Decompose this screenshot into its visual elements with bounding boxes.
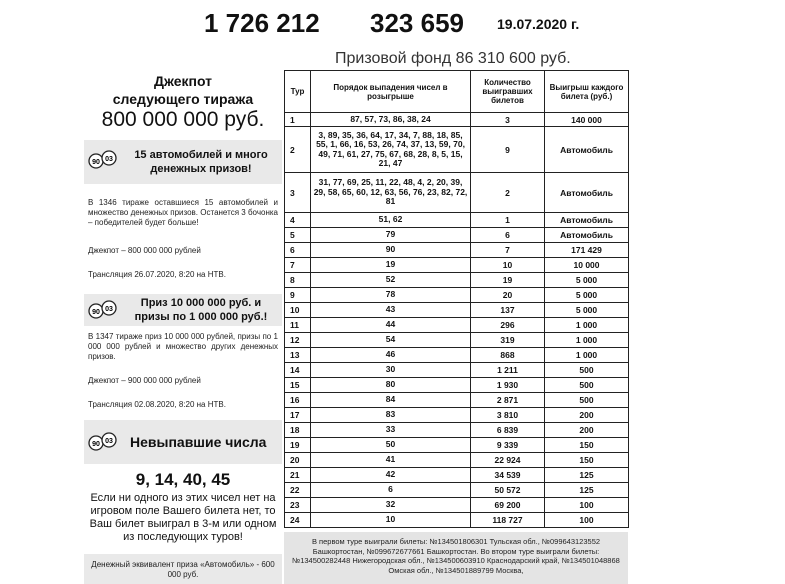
count-cell: 50 572 [471,483,545,498]
lotto-barrels-icon [88,148,118,170]
table-row [285,438,629,453]
svg-text:03: 03 [105,438,113,445]
table-row [285,513,629,528]
unfallen-panel [84,464,282,554]
count-cell: 20 [471,288,545,303]
prize-cell: 5 000 [545,288,629,303]
prize-cell: 5 000 [545,273,629,288]
prize-cell: 171 429 [545,243,629,258]
count-cell: 118 727 [471,513,545,528]
prize-cell: 1 000 [545,318,629,333]
numbers-cell: 6 [311,483,471,498]
table-row [285,258,629,273]
numbers-cell: 31, 77, 69, 25, 11, 22, 48, 4, 2, 20, 39, 29, 58, 65, 60, 12, 63, 56, 76, 23, 82, 72, 81 [311,173,471,213]
prize-cell: 150 [545,453,629,468]
svg-text:03: 03 [105,306,113,313]
tour-cell: 2 [285,127,311,173]
promo-cash-broadcast: Трансляция 02.08.2020, 8:20 на НТВ. [88,400,226,409]
svg-text:90: 90 [92,441,100,448]
unfallen-title: Невыпавшие числа [130,434,267,450]
table-row [285,288,629,303]
numbers-cell: 32 [311,498,471,513]
results-body [285,113,629,528]
numbers-cell: 42 [311,468,471,483]
table-row [285,228,629,243]
tour-cell: 18 [285,423,311,438]
count-cell: 3 [471,113,545,127]
tour-cell: 5 [285,228,311,243]
winning-tickets: 323 659 [370,8,464,38]
count-cell: 9 339 [471,438,545,453]
tour-cell: 12 [285,333,311,348]
promo-cash-body: В 1347 тираже приз 10 000 000 рублей, призы по 1 000 000 рублей и множество других денежных призов. [88,332,278,361]
table-row [285,408,629,423]
numbers-cell: 87, 57, 73, 86, 38, 24 [311,113,471,127]
numbers-cell: 90 [311,243,471,258]
table-row [285,303,629,318]
numbers-cell: 83 [311,408,471,423]
header [80,0,640,44]
count-cell: 1 930 [471,378,545,393]
count-cell: 6 839 [471,423,545,438]
count-cell: 296 [471,318,545,333]
winners-footer: В первом туре выиграли билеты: №134501806301 Тульская обл., №099643123552 Башкортостан, №099672677661 Башкортостан. Во втором туре выиграли билеты: №134500282448 Нижегородская обл., №134500603910 Краснодарский край, №134501048868 Омская обл., №134501889799 Москва, [284,532,628,584]
numbers-cell: 52 [311,273,471,288]
prize-cell: 1 000 [545,348,629,363]
tour-cell: 11 [285,318,311,333]
col-header-tour: Тур [285,71,311,113]
promo-cash-jackpot: Джекпот – 900 000 000 рублей [88,376,201,385]
promo-cash-details [84,326,282,420]
tour-cell: 16 [285,393,311,408]
unfallen-numbers: 9, 14, 40, 45 [135,470,231,489]
prize-cell: 140 000 [545,113,629,127]
unfallen-note: Если ни одного из этих чисел нет на игровом поле Вашего билета нет, то Ваш билет выиграл в 3-м или одном из последующих туров! [89,492,277,543]
tour-cell: 8 [285,273,311,288]
count-cell: 7 [471,243,545,258]
prize-cell: Автомобиль [545,127,629,173]
prize-cell: 500 [545,363,629,378]
numbers-cell: 84 [311,393,471,408]
count-cell: 9 [471,127,545,173]
svg-text:03: 03 [105,156,113,163]
prize-cell: 500 [545,378,629,393]
prize-cell: Автомобиль [545,173,629,213]
tour-cell: 22 [285,483,311,498]
tour-cell: 14 [285,363,311,378]
table-row [285,333,629,348]
tour-cell: 9 [285,288,311,303]
col-header-numbers: Порядок выпадения чисел в розыгрыше [311,71,471,113]
count-cell: 3 810 [471,408,545,423]
tour-cell: 10 [285,303,311,318]
numbers-cell: 50 [311,438,471,453]
table-row [285,127,629,173]
numbers-cell: 51, 62 [311,213,471,228]
prize-cell: 5 000 [545,303,629,318]
promo-cars-jackpot: Джекпот – 800 000 000 рублей [88,246,201,255]
numbers-cell: 30 [311,363,471,378]
numbers-cell: 33 [311,423,471,438]
numbers-cell: 44 [311,318,471,333]
jackpot-subtitle: следующего тиража [112,91,254,107]
count-cell: 319 [471,333,545,348]
table-row [285,393,629,408]
tour-cell: 23 [285,498,311,513]
table-row [285,363,629,378]
count-cell: 6 [471,228,545,243]
count-cell: 22 924 [471,453,545,468]
table-row [285,318,629,333]
table-row [285,348,629,363]
jackpot-amount: 800 000 000 руб. [101,108,265,131]
tour-cell: 3 [285,173,311,213]
prize-cell: Автомобиль [545,213,629,228]
table-row [285,423,629,438]
table-row [285,378,629,393]
prize-cell: 200 [545,423,629,438]
count-cell: 1 [471,213,545,228]
count-cell: 69 200 [471,498,545,513]
table-row [285,113,629,127]
count-cell: 19 [471,273,545,288]
numbers-cell: 46 [311,348,471,363]
promo-cars-details [84,184,282,294]
lotto-barrels-icon [88,298,118,320]
prize-cell: 200 [545,408,629,423]
tour-cell: 1 [285,113,311,127]
count-cell: 2 871 [471,393,545,408]
prize-cell: Автомобиль [545,228,629,243]
prize-cell: 100 [545,498,629,513]
prize-cell: 125 [545,483,629,498]
tour-cell: 19 [285,438,311,453]
svg-text:90: 90 [92,309,100,316]
prize-fund: Призовой фонд 86 310 600 руб. [335,50,571,67]
prize-cell: 125 [545,468,629,483]
draw-date: 19.07.2020 г. [497,16,580,32]
table-row [285,243,629,258]
promo-cars [84,142,282,182]
left-sidebar [84,70,282,584]
numbers-cell: 43 [311,303,471,318]
numbers-cell: 79 [311,228,471,243]
promo-cash-title: Приз 10 000 000 руб. и призы по 1 000 000 руб.! [134,297,268,323]
tour-cell: 24 [285,513,311,528]
promo-cars-body: В 1346 тираже оставшиеся 15 автомобилей и множество денежных призов. Останется 3 бочонка – победителей будет больше! [88,198,278,227]
col-header-prize: Выигрыш каждого билета (руб.) [545,71,629,113]
numbers-cell: 54 [311,333,471,348]
lotto-barrels-icon [88,430,118,452]
jackpot-title: Джекпот [153,73,213,89]
tour-cell: 17 [285,408,311,423]
numbers-cell: 10 [311,513,471,528]
table-row [285,273,629,288]
table-row [285,213,629,228]
numbers-cell: 80 [311,378,471,393]
promo-cars-broadcast: Трансляция 26.07.2020, 8:20 на НТВ. [88,270,226,279]
numbers-cell: 3, 89, 35, 36, 64, 17, 34, 7, 88, 18, 85, 55, 1, 66, 16, 53, 26, 74, 37, 13, 59, 70, 49, 71, 61, 27, 75, 67, 68, 28, 8, 5, 15, 21, 47 [311,127,471,173]
svg-text:90: 90 [92,159,100,166]
count-cell: 34 539 [471,468,545,483]
col-header-count: Количество выигравших билетов [471,71,545,113]
prize-cell: 150 [545,438,629,453]
count-cell: 137 [471,303,545,318]
tour-cell: 7 [285,258,311,273]
total-tickets: 1 726 212 [204,8,320,38]
prize-cell: 100 [545,513,629,528]
count-cell: 10 [471,258,545,273]
prize-cell: 10 000 [545,258,629,273]
tour-cell: 4 [285,213,311,228]
promo-cars-title: 15 автомобилей и много денежных призов! [134,149,268,175]
numbers-cell: 19 [311,258,471,273]
count-cell: 868 [471,348,545,363]
table-row [285,453,629,468]
jackpot-panel [84,70,282,140]
unfallen-header [84,426,282,466]
tour-cell: 21 [285,468,311,483]
tour-cell: 15 [285,378,311,393]
results-table [284,70,629,528]
tour-cell: 13 [285,348,311,363]
count-cell: 2 [471,173,545,213]
table-row [285,468,629,483]
table-row [285,483,629,498]
car-equivalent: Денежный эквивалент приза «Автомобиль» - 600 000 руб. [91,560,275,579]
table-row [285,173,629,213]
tour-cell: 6 [285,243,311,258]
prize-cell: 500 [545,393,629,408]
tour-cell: 20 [285,453,311,468]
table-row [285,498,629,513]
numbers-cell: 78 [311,288,471,303]
numbers-cell: 41 [311,453,471,468]
prize-cell: 1 000 [545,333,629,348]
table-header-row [285,71,629,113]
count-cell: 1 211 [471,363,545,378]
